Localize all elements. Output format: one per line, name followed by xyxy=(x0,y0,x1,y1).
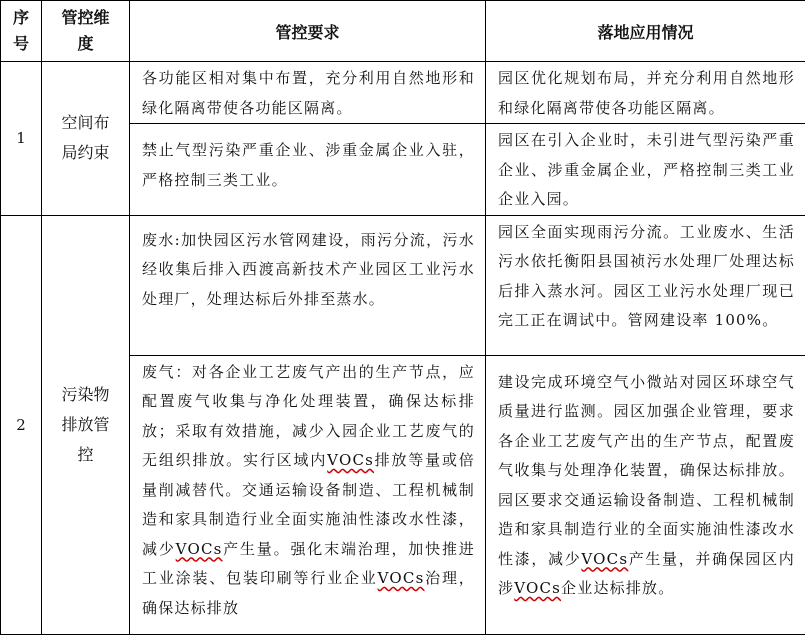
vocs-term: VOCs xyxy=(176,540,223,558)
row-number: 1 xyxy=(1,62,42,216)
row-dimension: 空间布 局约束 xyxy=(42,62,130,216)
vocs-term: VOCs xyxy=(581,550,628,568)
application-cell: 园区在引入企业时，未引进气型污染严重企业、涉重金属企业，严格控制三类工业企业入园。 xyxy=(486,124,805,216)
header-requirement: 管控要求 xyxy=(130,1,486,62)
table-row xyxy=(1,62,805,124)
vocs-term: VOCs xyxy=(514,579,561,597)
table-row xyxy=(1,215,805,355)
requirement-cell: 各功能区相对集中布置，充分利用自然地形和绿化隔离带使各功能区隔离。 xyxy=(130,62,486,124)
requirement-cell: 废气：对各企业工艺废气产出的生产节点，应配置废气收集与净化处理装置，确保达标排放；采取有效措施，减少入园企业工艺废气的无组织排放。实行区域内VOCs排放等量或倍量削减替代。交通运输设备制造、工程机械制造和家具制造行业全面实施油性漆改水性漆，减少VOCs产生量。强化末端治理，加快推进工业涂装、包装印刷等行业企业VOCs治理，确保达标排放 xyxy=(130,355,486,634)
header-application: 落地应用情况 xyxy=(486,1,805,62)
vocs-term: VOCs xyxy=(327,451,374,469)
table-header-row xyxy=(1,1,805,62)
header-seq: 序 号 xyxy=(1,1,42,62)
application-cell: 建设完成环境空气小微站对园区环球空气质量进行监测。园区加强企业管理，要求各企业工艺废气产出的生产节点，配置废气收集与处理净化装置，确保达标排放。园区要求交通运输设备制造、工程机械制造和家具制造行业的全面实施油性漆改水性漆，减少VOCs产生量，并确保园区内涉VOCs企业达标排放。 xyxy=(486,355,805,634)
requirement-cell: 禁止气型污染严重企业、涉重金属企业入驻，严格控制三类工业。 xyxy=(130,124,486,216)
header-dimension: 管控维 度 xyxy=(42,1,130,62)
application-cell: 园区全面实现雨污分流。工业废水、生活污水依托衡阳县国祯污水处理厂处理达标后排入蒸水河。园区工业污水处理厂现已完工正在调试中。管网建设率 100%。 xyxy=(486,215,805,355)
application-cell: 园区优化规划布局，并充分利用自然地形和绿化隔离带使各功能区隔离。 xyxy=(486,62,805,124)
row-dimension: 污染物 排放管 控 xyxy=(42,215,130,634)
row-number: 2 xyxy=(1,215,42,634)
requirement-cell: 废水:加快园区污水管网建设，雨污分流，污水经收集后排入西渡高新技术产业园区工业污水处理厂，处理达标后外排至蒸水。 xyxy=(130,215,486,355)
vocs-term: VOCs xyxy=(378,569,425,587)
